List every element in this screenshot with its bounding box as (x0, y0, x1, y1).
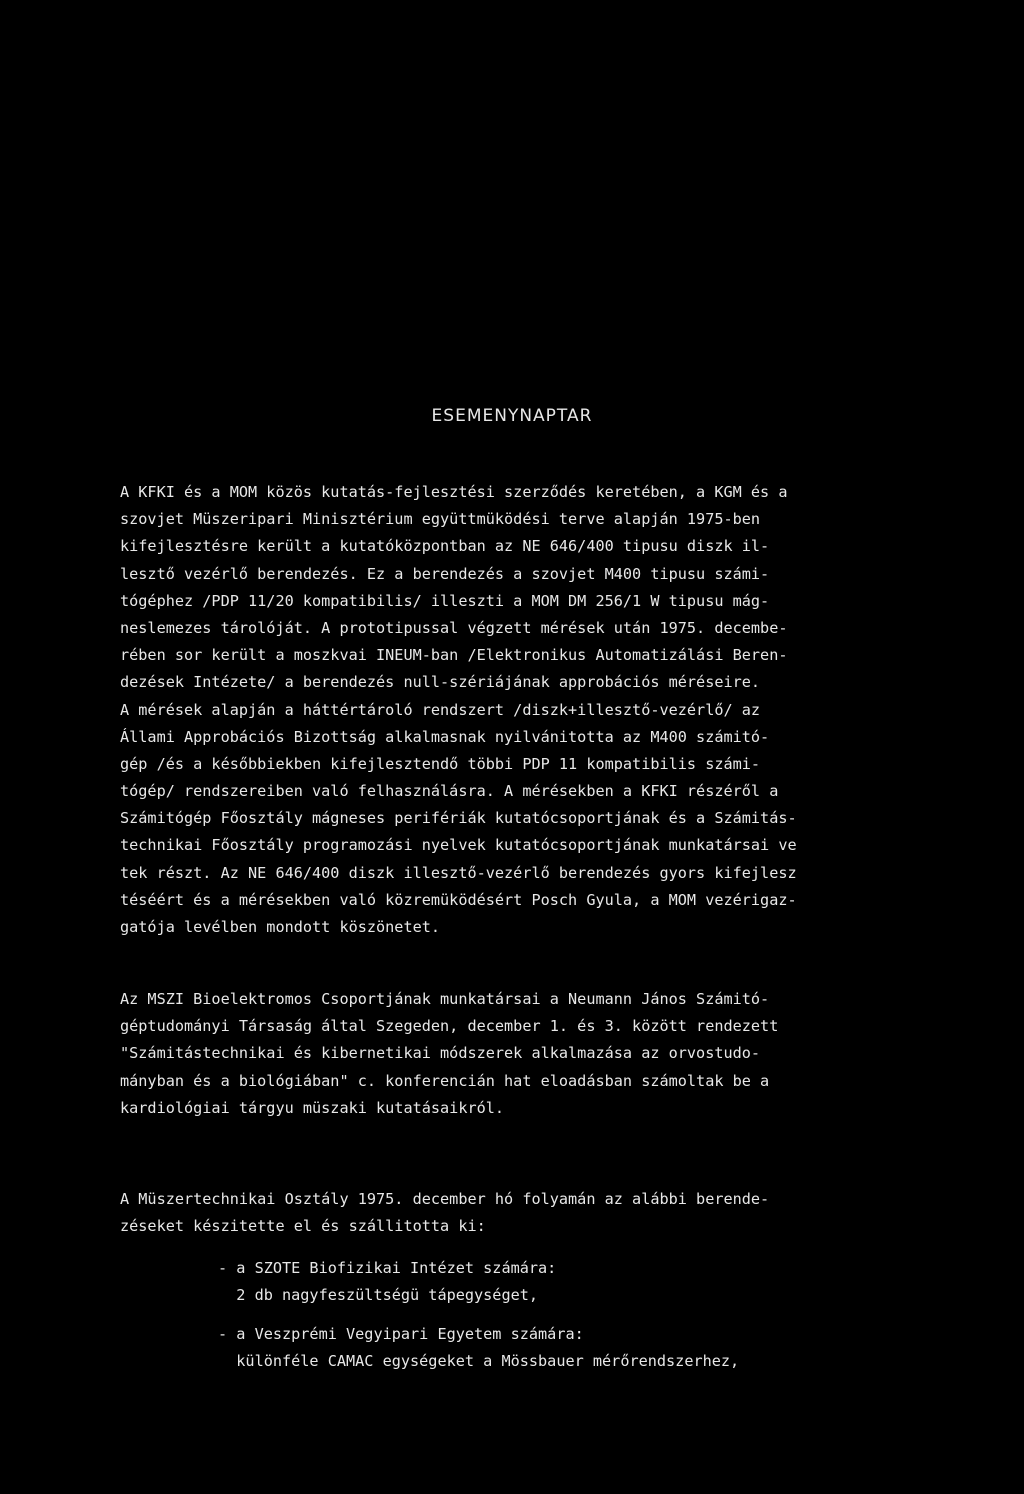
text-line: technikai Főosztály programozási nyelvek kutatócsoportjának munkatársai ve (120, 836, 797, 855)
paragraph-kfki-mom-agreement (120, 479, 980, 941)
text-line: tek részt. Az NE 646/400 diszk illesztő-vezérlő berendezés gyors kifejlesz (120, 863, 797, 882)
text-line: tógéphez /PDP 11/20 kompatibilis/ illeszti a MOM DM 256/1 W tipusu mág- (120, 591, 770, 610)
text-line: zéseket készitette el és szállitotta ki: (120, 1217, 486, 1236)
list-item-detail: különféle CAMAC egységeket a Mössbauer mérőrendszerhez, (218, 1352, 740, 1370)
text-line: A KFKI és a MOM közös kutatás-fejlesztési szerződés keretében, a KGM és a (120, 483, 788, 501)
text-line: kardiológiai tárgyu müszaki kutatásaikról. (120, 1098, 505, 1117)
text-line: "Számitástechnikai és kibernetikai módszerek alkalmazása az orvostudo- (120, 1044, 761, 1063)
list-item-szote (218, 1255, 978, 1309)
list-item-veszprem (218, 1321, 978, 1375)
text-line: gatója levélben mondott köszönetet. (120, 918, 441, 936)
text-line: rében sor került a moszkvai INEUM-ban /Elektronikus Automatizálási Beren- (120, 646, 788, 665)
text-line: Számitógép Főosztály mágneses perifériák kutatócsoportjának és a Számitás- (120, 809, 797, 828)
list-item-heading: - a SZOTE Biofizikai Intézet számára: (218, 1259, 557, 1277)
text-line: géptudományi Társaság által Szegeden, december 1. és 3. között rendezett (120, 1017, 779, 1036)
text-line: mányban és a biológiában" c. konferencián hat eloadásban számoltak be a (120, 1071, 770, 1090)
text-line: neslemezes tárolóját. A prototipussal végzett mérések után 1975. decembe- (120, 618, 788, 637)
text-line: dezések Intézete/ a berendezés null-szériájának approbációs méréseire. (120, 673, 761, 692)
text-line: gép /és a későbbiekben kifejlesztendő többi PDP 11 kompatibilis számi- (120, 754, 761, 773)
text-line: kifejlesztésre került a kutatóközpontban az NE 646/400 tipusu diszk il- (120, 537, 770, 556)
paragraph-mszi-conference (120, 986, 980, 1122)
list-item-detail: 2 db nagyfeszültségü tápegységet, (218, 1286, 539, 1304)
page-title: ESEMENYNAPTAR (431, 406, 593, 426)
paragraph-instrument-department (120, 1186, 980, 1240)
text-line: Az MSZI Bioelektromos Csoportjának munkatársai a Neumann János Számitó- (120, 990, 770, 1008)
text-line: szovjet Müszeripari Minisztérium együttmüködési terve alapján 1975-ben (120, 510, 761, 529)
text-line: lesztő vezérlő berendezés. Ez a berendezés a szovjet M400 tipusu számi- (120, 564, 770, 583)
text-line: téséért és a mérésekben való közremüködésért Posch Gyula, a MOM vezérigaz- (120, 890, 797, 909)
text-line: A Müszertechnikai Osztály 1975. december hó folyamán az alábbi berende- (120, 1190, 770, 1208)
text-line: tógép/ rendszereiben való felhasználásra. A mérésekben a KFKI részéről a (120, 782, 779, 801)
text-line: Állami Approbációs Bizottság alkalmasnak nyilvánitotta az M400 számitó- (120, 727, 770, 746)
text-line: A mérések alapján a háttértároló rendszert /diszk+illesztő-vezérlő/ az (120, 700, 761, 719)
list-item-heading: - a Veszprémi Vegyipari Egyetem számára: (218, 1325, 584, 1343)
